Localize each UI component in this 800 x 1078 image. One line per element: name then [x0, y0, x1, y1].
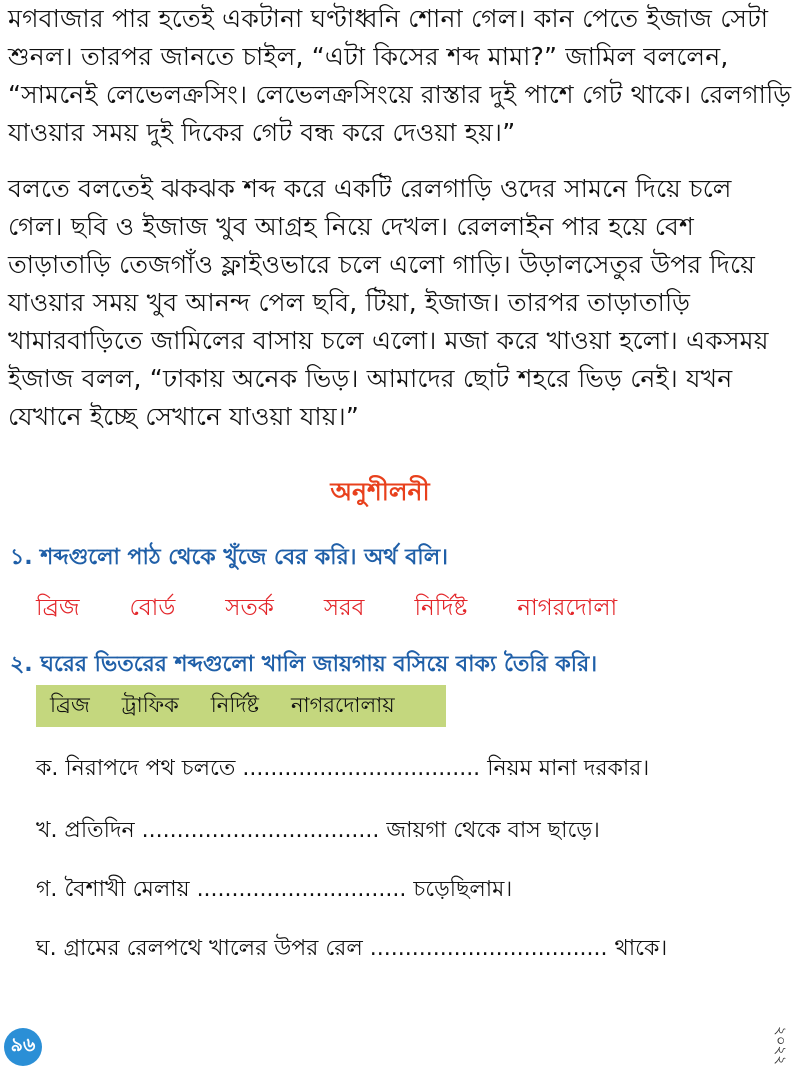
item-before: খ. প্রতিদিন: [36, 818, 135, 843]
exercise-heading: অনুশীলনী: [330, 477, 430, 506]
page-number-badge: ৯৬: [4, 1028, 42, 1066]
item-after: থাকে।: [614, 936, 668, 961]
word-list: [36, 589, 667, 628]
question-2: ২. ঘরের ভিতরের শব্দগুলো খালি জায়গায় বসিয়ে বাক্য তৈরি করি।: [10, 652, 598, 677]
word-item: নাগরদোলা: [517, 595, 618, 621]
story-paragraph-1: মগবাজার পার হতেই একটানা ঘণ্টাধ্বনি শোনা গেল। কান পেতে ইজাজ সেটা শুনল। তারপর জানতে চাইল, “এটা কিসের শব্দ মামা?” জামিল বললেন, “সামনেই লেভেলক্রসিং। লেভেলক্রসিংয়ে রাস্তার দুই পাশে গেট থাকে। রেলগাড়ি যাওয়ার সময় দুই দিকের গেট বন্ধ করে দেওয়া হয়।”: [8, 4, 792, 147]
question-1: ১. শব্দগুলো পাঠ থেকে খুঁজে বের করি। অর্থ বলি।: [10, 545, 448, 570]
item-before: গ. বৈশাখী মেলায়: [36, 877, 190, 902]
item-before: ক. নিরাপদে পথ চলতে: [36, 756, 236, 781]
story-text: [8, 0, 792, 454]
fill-blank-item: [36, 931, 667, 968]
item-blank: ..............................: [196, 877, 407, 902]
box-word: ব্রিজ: [50, 692, 90, 717]
word-item: নির্দিষ্ট: [414, 595, 468, 621]
fill-blank-item: [36, 872, 512, 909]
box-word: নির্দিষ্ট: [210, 692, 259, 717]
item-after: নিয়ম মানা দরকার।: [487, 756, 650, 781]
word-item: সতর্ক: [225, 595, 274, 621]
word-item: সরব: [323, 595, 365, 621]
word-item: বোর্ড: [129, 595, 176, 621]
item-after: চড়েছিলাম।: [413, 877, 513, 902]
box-word: ট্রাফিক: [121, 692, 179, 717]
fill-blank-item: [36, 751, 649, 788]
year-mark: ২০২২: [772, 1026, 790, 1066]
box-word: নাগরদোলায়: [290, 692, 395, 717]
story-paragraph-2: বলতে বলতেই ঝকঝক শব্দ করে একটি রেলগাড়ি ওদের সামনে দিয়ে চলে গেল। ছবি ও ইজাজ খুব আগ্রহ নিয়ে দেখল। রেললাইন পার হয়ে বেশ তাড়াতাড়ি তেজগাঁও ফ্লাইওভারে চলে এলো গাড়ি। উড়ালসেতুর উপর দিয়ে যাওয়ার সময় খুব আনন্দ পেল ছবি, টিয়া, ইজাজ। তারপর তাড়াতাড়ি খামারবাড়িতে জামিলের বাসায় চলে এলো। মজা করে খাওয়া হলো। একসময় ইজাজ বলল, “ঢাকায় অনেক ভিড়। আমাদের ছোট শহরে ভিড় নেই। যখন যেখানে ইচ্ছে সেখানে যাওয়া যায়।”: [8, 174, 769, 431]
fill-blank-item: [36, 813, 600, 850]
item-blank: ..................................: [242, 756, 481, 781]
item-after: জায়গা থেকে বাস ছাড়ে।: [386, 818, 600, 843]
item-before: ঘ. গ্রামের রেলপথে খালের উপর রেল: [36, 936, 363, 961]
item-blank: ..................................: [369, 936, 608, 961]
word-item: ব্রিজ: [36, 595, 80, 621]
item-blank: ..................................: [141, 818, 380, 843]
word-box: [36, 685, 446, 727]
